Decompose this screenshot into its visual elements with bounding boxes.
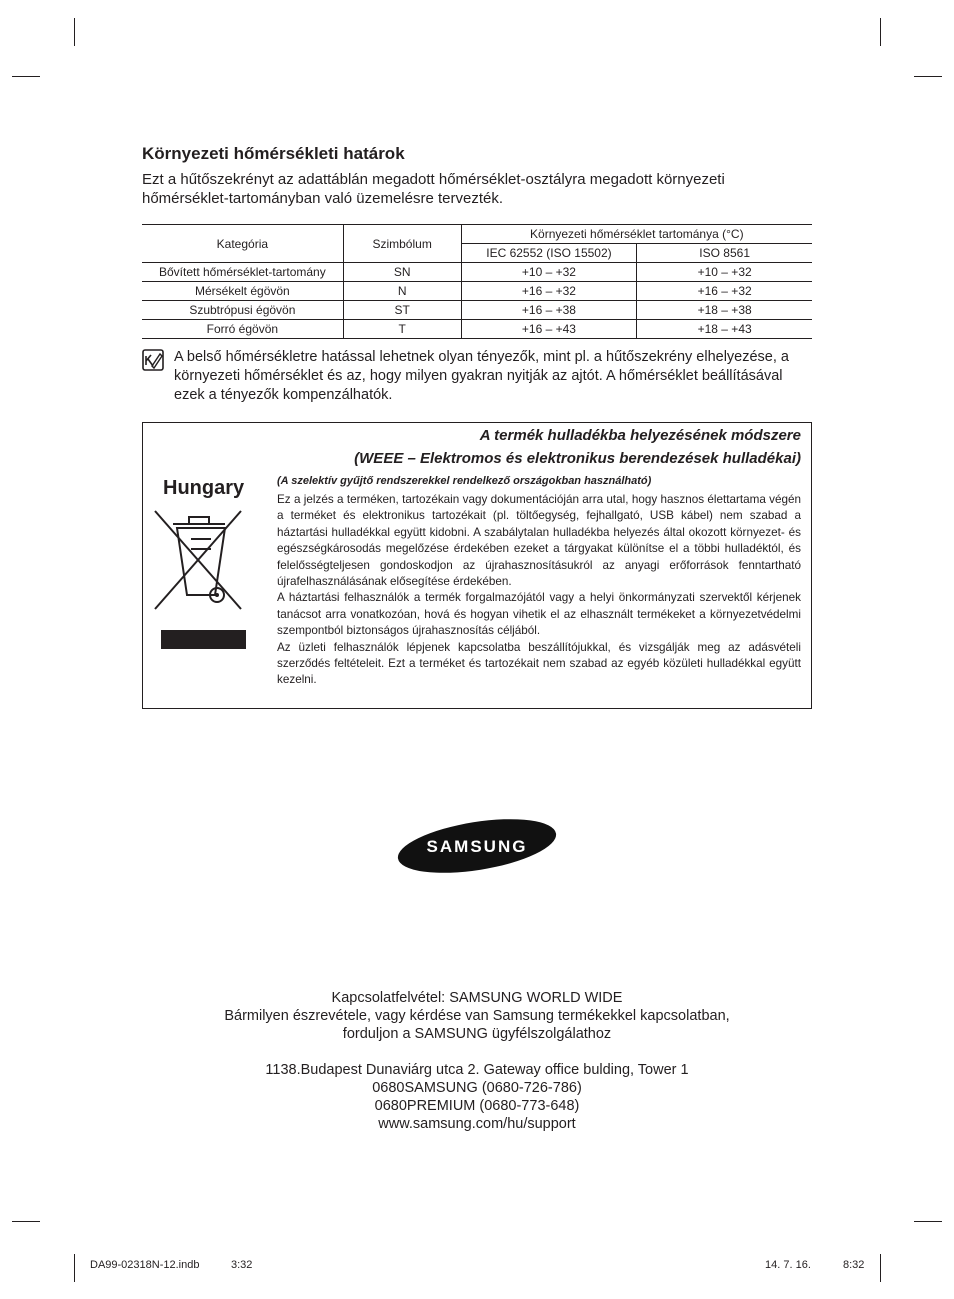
header-iec: IEC 62552 (ISO 15502) (461, 244, 637, 263)
cell-iec: +16 – +38 (461, 301, 637, 320)
contact-line2: Bármilyen észrevétele, vagy kérdése van Samsung termékekkel kapcsolatban, (224, 1008, 730, 1024)
header-symbol: Szimbólum (343, 225, 461, 263)
intro-paragraph: Ezt a hűtőszekrényt az adattáblán megadott hőmérséklet-osztályra megadott környezeti hőmérséklet-tartományban való üzemelésre tervezték. (142, 171, 725, 207)
crop-mark-bottom-left-v (74, 1254, 75, 1282)
footer-date: 14. 7. 16. (765, 1259, 811, 1271)
weee-title-line1: A termék hulladékba helyezésének módszere (479, 427, 801, 444)
cell-symbol: T (343, 320, 461, 339)
crop-mark-top-left-h (12, 76, 40, 77)
crop-mark-bottom-left-h (12, 1221, 40, 1222)
contact-address: 1138.Budapest Dunaviárg utca 2. Gateway office bulding, Tower 1 (265, 1062, 689, 1078)
svg-text:SAMSUNG: SAMSUNG (426, 837, 528, 856)
weee-title-line2: (WEEE – Elektromos és elektronikus berendezések hulladékai) (354, 450, 801, 467)
weee-paragraph: A háztartási felhasználók a termék forgalmazójától vagy a helyi önkormányzati szervektől kérjenek tanácsot arra vonatkozóan, hová és hogyan vihetik el az elhasznált termékeket a környezetvédelmi szempontból biztonságos újrahasznosítás céljából. (277, 591, 801, 638)
cell-symbol: N (343, 282, 461, 301)
contact-phone1: 0680SAMSUNG (0680-726-786) (372, 1080, 582, 1096)
table-row (142, 263, 812, 282)
table-row (142, 282, 812, 301)
header-range-group: Környezeti hőmérséklet tartománya (°C) (461, 225, 812, 244)
table-row (142, 320, 812, 339)
footer-page: 3:32 (231, 1259, 253, 1271)
header-category: Kategória (142, 225, 343, 263)
cell-iso: +18 – +38 (637, 301, 812, 320)
weee-body (277, 492, 801, 689)
note-text: A belső hőmérsékletre hatással lehetnek olyan tényezők, mint pl. a hűtőszekrény elhelyezése, a környezeti hőmérséklet és az, hogy milyen gyakran nyitják az ajtót. A hőmérséklet beállításával ezek a tényezők kompenzálhatók. (174, 349, 789, 403)
contact-line3: forduljon a SAMSUNG ügyfélszolgálathoz (342, 1026, 612, 1042)
weee-paragraph: Az üzleti felhasználók lépjenek kapcsolatba beszállítójukkal, és vizsgálják meg az adásvételi szerződés feltételeit. Ezt a terméket és tartozékait nem szabad az egyéb közületi hulladékkal együtt kezelni. (277, 640, 801, 687)
weee-paragraph: Ez a jelzés a terméken, tartozékain vagy dokumentációján arra utal, hogy hasznos élettartama végén a terméket és elektronikus tartozékait (pl. töltőegység, fejhallgató, USB kábel) nem szabad a háztartási hulladékkal együtt kidobni. A szabálytalan hulladékba helyezés által okozott környezet- és egészségkárosodás megelőzése érdekében ezeket a tárgyakat különítse el a többi hulladéktól, és felelősségteljesen gondoskodjon az újrahasznosításukról az anyagi erőforrások fenntartható újrafelhasználásának elősegítése érdekében. (277, 493, 801, 589)
weee-subtitle: (A szelektív gyűjtő rendszerekkel rendelkező országokban használható) (277, 475, 652, 487)
cell-iec: +10 – +32 (461, 263, 637, 282)
black-bar (161, 630, 246, 649)
contact-web[interactable]: www.samsung.com/hu/support (378, 1116, 576, 1132)
header-iso: ISO 8561 (637, 244, 812, 263)
weee-box (142, 422, 812, 709)
cell-symbol: ST (343, 301, 461, 320)
note-pencil-icon (142, 349, 164, 371)
cell-symbol: SN (343, 263, 461, 282)
temperature-table (142, 224, 812, 339)
table-row (142, 301, 812, 320)
footer-time: 8:32 (843, 1259, 865, 1271)
cell-category: Forró égövön (142, 320, 343, 339)
footer-file: DA99-02318N-12.indb (90, 1259, 200, 1271)
crop-mark-top-right-v (880, 18, 881, 46)
cell-iec: +16 – +32 (461, 282, 637, 301)
contact-line1: Kapcsolatfelvétel: SAMSUNG WORLD WIDE (331, 990, 623, 1006)
contact-block (142, 989, 812, 1133)
cell-category: Bővített hőmérséklet-tartomány (142, 263, 343, 282)
crop-mark-top-left-v (74, 18, 75, 46)
contact-phone2: 0680PREMIUM (0680-773-648) (374, 1098, 580, 1114)
samsung-logo (396, 818, 558, 874)
country-label: Hungary (163, 477, 245, 499)
cell-category: Mérsékelt égövön (142, 282, 343, 301)
crop-mark-top-right-h (914, 76, 942, 77)
crop-mark-bottom-right-v (880, 1254, 881, 1282)
cell-iso: +10 – +32 (637, 263, 812, 282)
crop-mark-bottom-right-h (914, 1221, 942, 1222)
cell-iso: +16 – +32 (637, 282, 812, 301)
cell-category: Szubtrópusi égövön (142, 301, 343, 320)
section-title: Környezeti hőmérsékleti határok (142, 144, 405, 163)
cell-iso: +18 – +43 (637, 320, 812, 339)
cell-iec: +16 – +43 (461, 320, 637, 339)
crossed-bin-icon (153, 509, 245, 613)
